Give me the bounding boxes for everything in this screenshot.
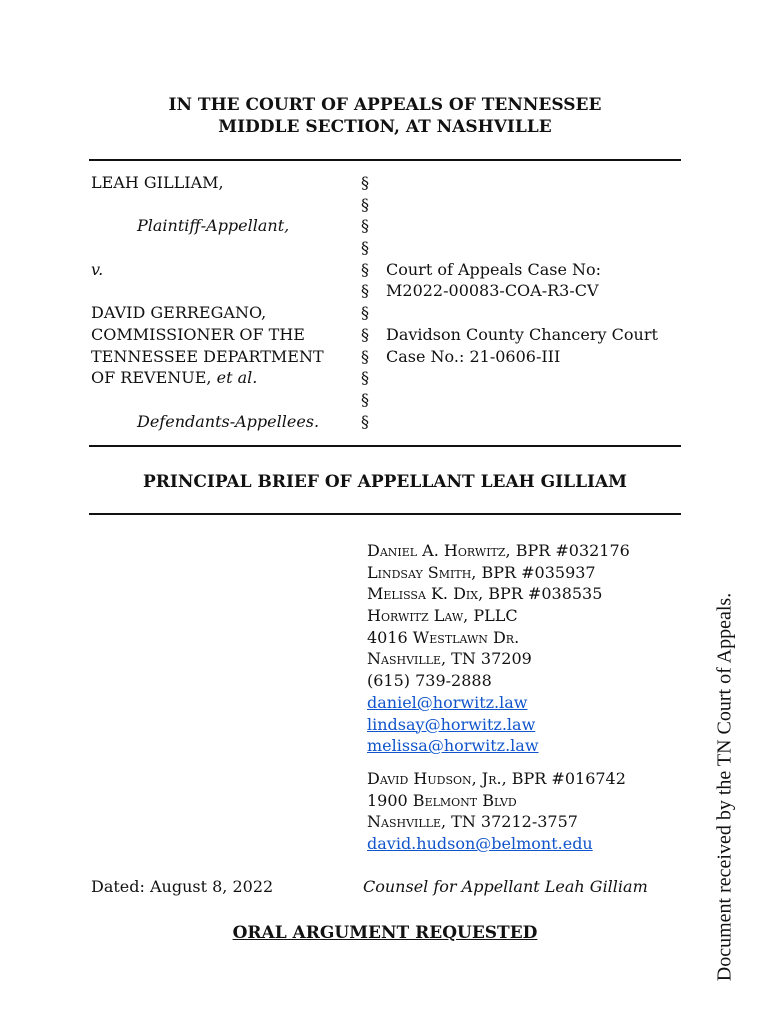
firm-street: 4016 Westlawn Dr. [367,627,520,647]
email-link-david[interactable]: david.hudson@belmont.edu [367,833,593,853]
defendant-line [91,367,346,389]
section-symbol: § [361,259,369,279]
blank-line [91,389,346,411]
section-symbol: § [361,411,369,431]
filing-stamp-text: Document received by the TN Court of Appeals. [713,592,736,982]
plaintiff-name: LEAH GILLIAM, [91,173,224,192]
blank-line [386,194,686,216]
block-gap [367,757,630,768]
defendant-line: TENNESSEE DEPARTMENT [91,346,324,366]
counsel-for-line: Counsel for Appellant Leah Gilliam [363,877,648,896]
blank-line [386,172,686,194]
counsel-line: Lindsay Smith, BPR #035937 [367,562,596,582]
et-al: et al. [216,368,258,388]
firm-phone: (615) 739-2888 [367,671,492,691]
brief-title: PRINCIPAL BRIEF OF APPELLANT LEAH GILLIAM [142,472,628,492]
blank-line [91,237,346,259]
defendant-text: OF REVENUE, [91,368,212,388]
case-info-column [386,172,686,367]
defendant-role: Defendants-Appellees. [137,411,320,431]
section-symbol: § [361,194,369,214]
court-heading [90,94,680,138]
dated-line: Dated: August 8, 2022 [91,877,274,896]
defendant-line: DAVID GERREGANO, [91,303,267,323]
section-symbol-column [361,172,377,432]
appeals-case-number: M2022-00083-COA-R3-CV [386,281,599,301]
counsel-line: David Hudson, Jr., BPR #016742 [367,768,626,788]
section-symbol: § [361,173,369,192]
caption-top-rule [89,159,681,161]
case-info-spacer [386,302,686,324]
section-symbol: § [361,216,369,236]
caption-bottom-rule [89,445,681,447]
parties-column [91,172,346,432]
counsel-street: 1900 Belmont Blvd [367,790,517,810]
blank-line [91,194,346,216]
email-link-melissa[interactable]: melissa@horwitz.law [367,736,539,756]
title-bottom-rule [89,513,681,515]
versus: v. [91,259,104,279]
counsel-line: Daniel A. Horwitz, BPR #032176 [367,541,630,560]
email-link-daniel[interactable]: daniel@horwitz.law [367,692,528,712]
section-symbol: § [361,281,369,301]
court-section: MIDDLE SECTION, AT NASHVILLE [218,117,552,137]
counsel-city: Nashville, TN 37212-3757 [367,812,578,832]
firm-name: Horwitz Law, PLLC [367,606,518,626]
section-symbol: § [361,238,369,258]
blank-line [386,237,686,259]
firm-city: Nashville, TN 37209 [367,649,532,669]
section-symbol: § [361,346,369,366]
appeals-case-label: Court of Appeals Case No: [386,259,602,279]
section-symbol: § [361,303,369,323]
defendant-line: COMMISSIONER OF THE [91,324,305,344]
counsel-line: Melissa K. Dix, BPR #038535 [367,584,603,604]
email-link-lindsay[interactable]: lindsay@horwitz.law [367,714,536,734]
trial-court: Davidson County Chancery Court [386,324,658,344]
plaintiff-role: Plaintiff-Appellant, [137,216,290,236]
court-name: IN THE COURT OF APPEALS OF TENNESSEE [168,95,602,115]
trial-case-number: Case No.: 21-0606-III [386,346,561,366]
oral-argument-request: ORAL ARGUMENT REQUESTED [232,923,538,943]
blank-line [91,280,346,302]
counsel-signature-block [367,540,630,855]
section-symbol: § [361,324,369,344]
section-symbol: § [361,389,369,409]
section-symbol: § [361,368,369,388]
blank-line [386,215,686,237]
